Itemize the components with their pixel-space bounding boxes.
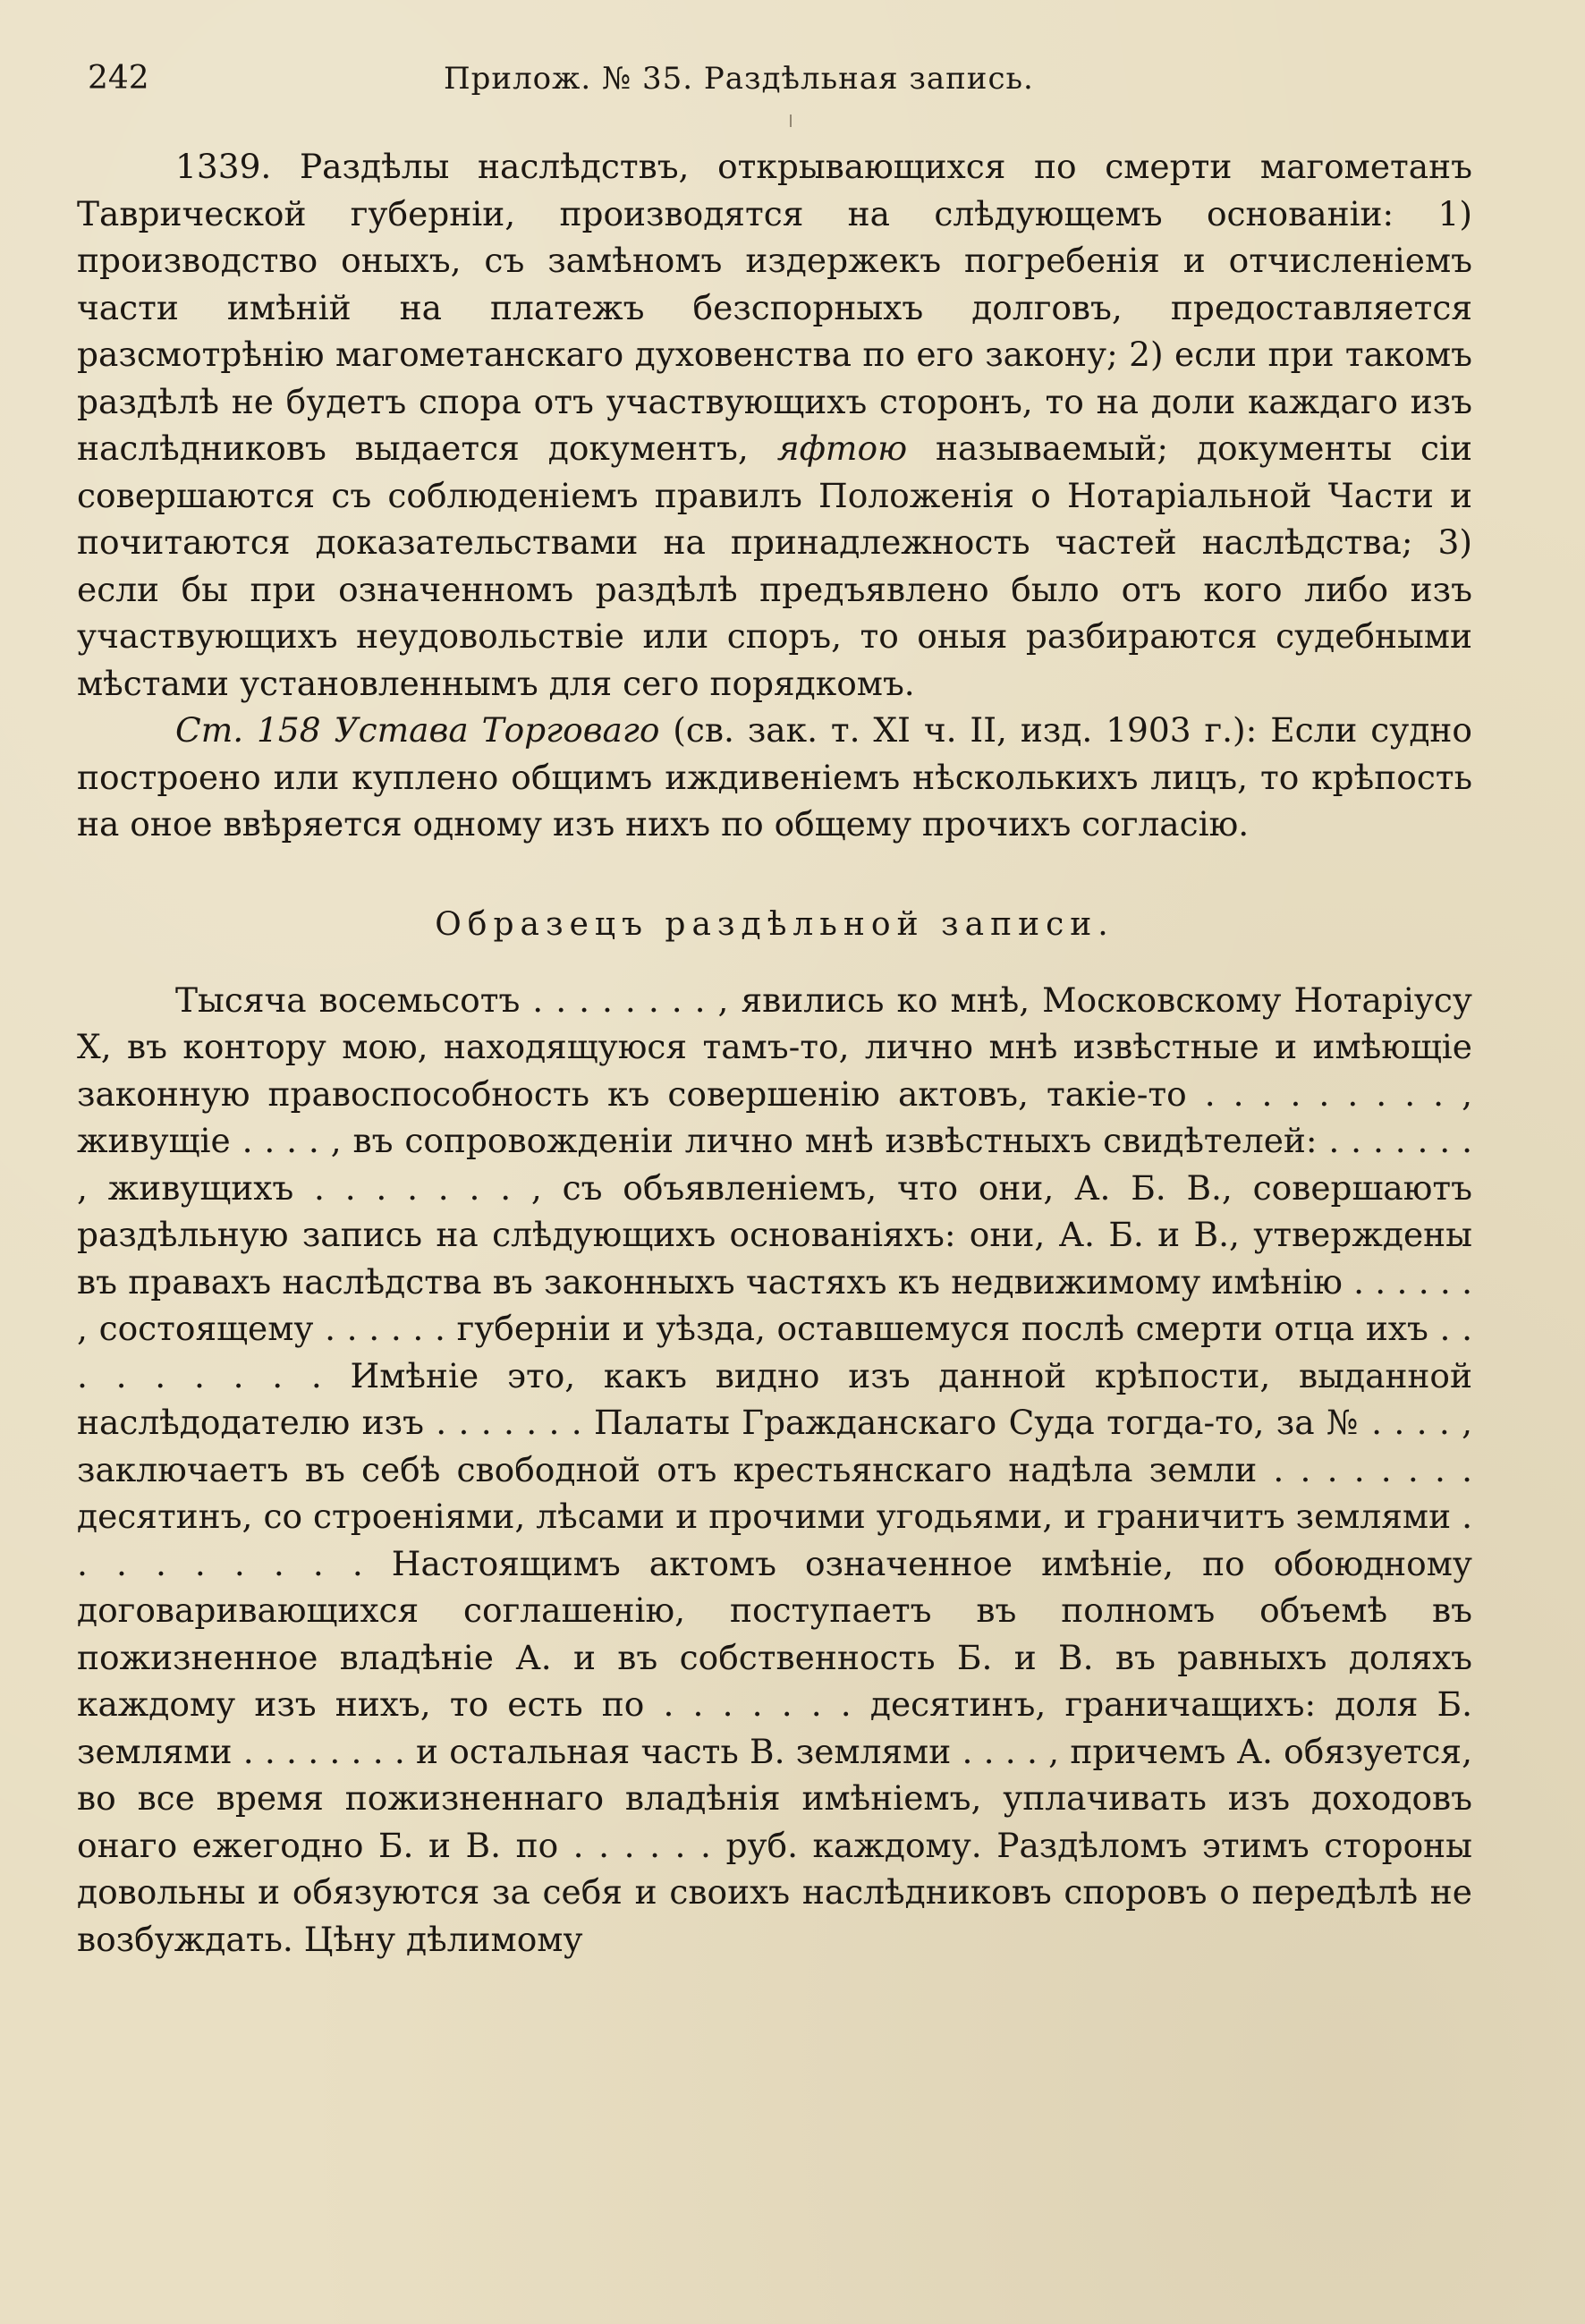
article-text-part-2: называемый; документы сіи совершаются съ соблюденіемъ правилъ Положенія о Нотаріальной Части и почитаются доказательствами на принадлежность частей наслѣдства; 3) если бы при означенномъ раздѣлѣ предъявлено было отъ кого либо изъ участвующихъ неудовольствіе или споръ, то оныя разбираются судебными мѣстами установленнымъ для сего порядкомъ. <box>77 428 1472 703</box>
reference-italic-lead: Ст. 158 Устава Торговаго <box>175 710 660 750</box>
article-text-part-1: Раздѣлы наслѣдствъ, открывающихся по смерти магометанъ Таврической губерніи, производятся на слѣдующемъ основаніи: 1) производство оныхъ, съ замѣномъ издержекъ погребенія и отчисленіемъ части имѣній на платежъ безспорныхъ долговъ, предоставляется разсмотрѣнію магометанскаго духовенства по его закону; 2) если при такомъ раздѣлѣ не будетъ спора отъ участвующихъ сторонъ, то на доли каждаго изъ наслѣдниковъ выдается документъ, <box>77 147 1472 468</box>
reference-text: (св. зак. т. XI ч. II, изд. 1903 г.): Если судно построено или куплено общимъ иждивеніемъ нѣсколькихъ лицъ, то крѣпость на оное ввѣряется одному изъ нихъ по общему прочихъ согласію. <box>77 710 1472 844</box>
sample-deed-paragraph: Тысяча восемьсотъ . . . . . . . . , явились ко мнѣ, Московскому Нотаріусу X, въ контору мою, находящуюся тамъ-то, лично мнѣ извѣстные и имѣющіе законную правоспособность къ совершенію актовъ, такіе-то . . . . . . . . . , живущіе . . . . , въ сопровожденіи лично мнѣ извѣстныхъ свидѣтелей: . . . . . . . , живущихъ . . . . . . . , съ объявленіемъ, что они, А. Б. В., совершаютъ раздѣльную запись на слѣдующихъ основаніяхъ: они, А. Б. и В., утверждены въ правахъ наслѣдства въ законныхъ частяхъ къ недвижимому имѣнію . . . . . . , состоящему . . . . . . губерніи и уѣзда, оставшемуся послѣ смерти отца ихъ . . . . . . . . . Имѣніе это, какъ видно изъ данной крѣпости, выданной наслѣдодателю изъ . . . . . . . Палаты Гражданскаго Суда тогда-то, за № . . . . , заключаетъ въ себѣ свободной отъ крестьянскаго надѣла земли . . . . . . . . десятинъ, со строеніями, лѣсами и прочими угодьями, и граничитъ землями . . . . . . . . . Настоящимъ актомъ означенное имѣніе, по обоюдному договаривающихся соглашенію, поступаетъ въ полномъ объемѣ въ пожизненное владѣніе А. и въ собственность Б. и В. въ равныхъ доляхъ каждому изъ нихъ, то есть по . . . . . . . десятинъ, граничащихъ: доля Б. землями . . . . . . . . и остальная часть В. землями . . . . , причемъ А. обязуется, во все время пожизненнаго владѣнія имѣніемъ, уплачивать изъ доходовъ онаго ежегодно Б. и В. по . . . . . . руб. каждому. Раздѣломъ этимъ стороны довольны и обязуются за себя и своихъ наслѣдниковъ споровъ о передѣлѣ не возбуждать. Цѣну дѣлимому <box>77 980 1472 1959</box>
reference-paragraph <box>77 707 1472 848</box>
running-header <box>88 55 1465 102</box>
section-heading: Образецъ раздѣльной записи. <box>435 905 1115 943</box>
print-speck <box>790 115 792 127</box>
article-italic-term: яфтою <box>776 428 908 468</box>
page-body <box>77 143 1472 1963</box>
running-title: Прилож. № 35. Раздѣльная запись. <box>444 61 1034 97</box>
article-1339-paragraph <box>77 143 1472 707</box>
page-number: 242 <box>88 60 149 97</box>
article-number: 1339. <box>175 147 272 186</box>
